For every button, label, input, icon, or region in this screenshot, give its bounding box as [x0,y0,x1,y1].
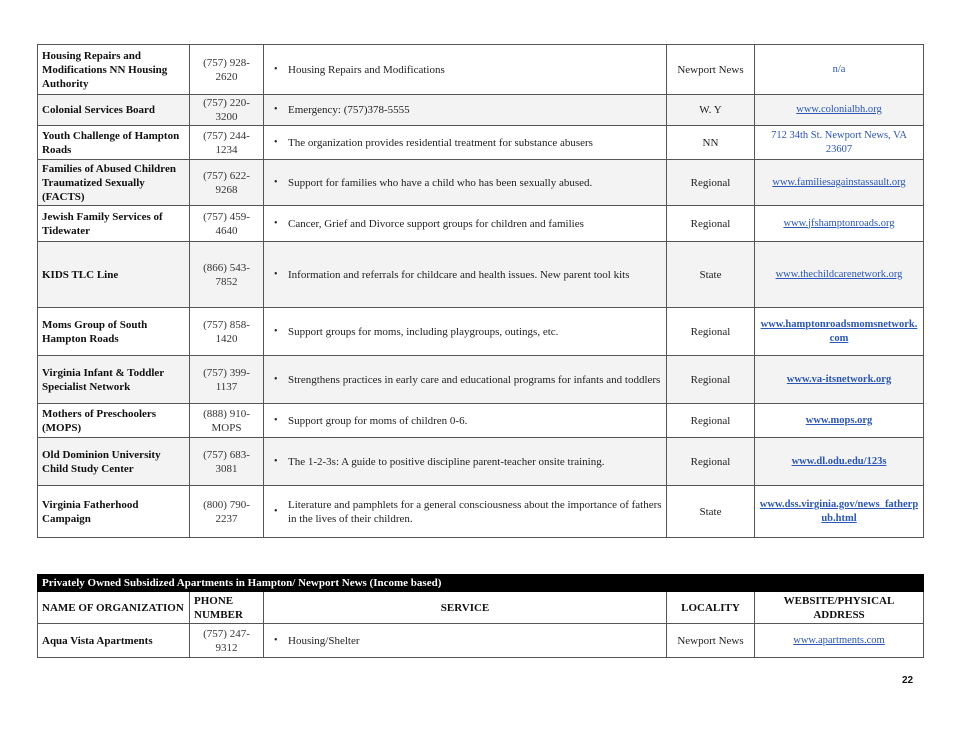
org-name: Virginia Infant & Toddler Specialist Network [38,356,190,404]
table-header-row [38,592,924,624]
locality: Newport News [667,45,755,95]
bullet-icon: • [274,136,278,148]
service-description [264,356,667,404]
service-text: The organization provides residential treatment for substance abusers [288,136,593,149]
table-row [38,356,924,404]
org-name: Old Dominion University Child Study Center [38,438,190,486]
phone-number: (757) 244-1234 [190,126,264,160]
bullet-icon: • [274,104,278,115]
phone-number: (757) 683-3081 [190,438,264,486]
locality: Newport News [667,624,755,658]
service-text: Information and referrals for childcare and health issues. New parent tool kits [288,268,630,281]
phone-number: (757) 247-9312 [190,624,264,658]
section-banner [38,575,924,592]
locality: W. Y [667,95,755,126]
locality: Regional [667,356,755,404]
phone-number: (757) 459-4640 [190,206,264,242]
website-link[interactable]: www.familiesagainstassault.org [755,160,924,206]
table-row [38,126,924,160]
locality: Regional [667,160,755,206]
locality: Regional [667,404,755,438]
website-link[interactable]: www.dss.virginia.gov/news_fatherpub.html [755,486,924,538]
phone-number: (888) 910-MOPS [190,404,264,438]
org-name: Mothers of Preschoolers (MOPS) [38,404,190,438]
service-description [264,206,667,242]
service-text: The 1-2-3s: A guide to positive discipline parent-teacher onsite training. [288,455,605,468]
locality: State [667,242,755,308]
phone-number: (757) 858-1420 [190,308,264,356]
org-name: Colonial Services Board [38,95,190,126]
table-row [38,242,924,308]
bullet-icon: • [274,455,278,467]
subsidized-apartments-table [37,574,924,658]
service-description [264,45,667,95]
website: n/a [755,45,924,95]
phone-number: (757) 399-1137 [190,356,264,404]
service-description [264,126,667,160]
service-text: Cancer, Grief and Divorce support groups for children and families [288,217,584,230]
locality: Regional [667,438,755,486]
table-row [38,624,924,658]
table-row [38,45,924,95]
bullet-icon: • [274,505,278,517]
service-text: Support group for moms of children 0-6. [288,414,468,427]
service-text: Strengthens practices in early care and educational programs for infants and toddlers [288,373,661,386]
website-link[interactable]: www.colonialbh.org [755,95,924,126]
service-description [264,624,667,658]
website-link[interactable]: www.hamptonroadsmomsnetwork.com [755,308,924,356]
resource-table [37,44,924,538]
service-description [264,308,667,356]
service-description [264,404,667,438]
header-service: SERVICE [264,592,667,624]
bullet-icon: • [274,634,278,646]
service-text: Support for families who have a child who has been sexually abused. [288,176,593,189]
locality: State [667,486,755,538]
locality: Regional [667,308,755,356]
bullet-icon: • [274,217,278,229]
table-row [38,95,924,126]
table-row [38,404,924,438]
table-row [38,438,924,486]
header-locality: LOCALITY [667,592,755,624]
service-text: Literature and pamphlets for a general consciousness about the importance of fathers in the lives of their children. [288,498,662,525]
bullet-icon: • [274,63,278,75]
org-name: Virginia Fatherhood Campaign [38,486,190,538]
bullet-icon: • [274,325,278,337]
phone-number: (800) 790-2237 [190,486,264,538]
website-link[interactable]: www.dl.odu.edu/123s [755,438,924,486]
service-text: Emergency: (757)378-5555 [288,104,410,116]
table-row [38,206,924,242]
physical-address: 712 34th St. Newport News, VA 23607 [755,126,924,160]
phone-number: (757) 220-3200 [190,95,264,126]
phone-number: (757) 928-2620 [190,45,264,95]
header-website: WEBSITE/PHYSICAL ADDRESS [755,592,924,624]
locality: Regional [667,206,755,242]
header-name: NAME OF ORGANIZATION [38,592,190,624]
service-text: Housing Repairs and Modifications [288,63,445,76]
website-link[interactable]: www.mops.org [755,404,924,438]
table-row [38,160,924,206]
table-row [38,486,924,538]
service-description [264,160,667,206]
table-row [38,308,924,356]
section-title: Privately Owned Subsidized Apartments in Hampton/ Newport News (Income based) [38,575,924,592]
bullet-icon: • [274,176,278,188]
page-number: 22 [902,675,914,686]
service-description [264,242,667,308]
website-link[interactable]: www.jfshamptonroads.org [755,206,924,242]
phone-number: (757) 622-9268 [190,160,264,206]
service-text: Support groups for moms, including playgroups, outings, etc. [288,325,559,338]
service-description [264,486,667,538]
header-phone: PHONE NUMBER [190,592,264,624]
phone-number: (866) 543-7852 [190,242,264,308]
org-name: Housing Repairs and Modifications NN Housing Authority [38,45,190,95]
org-name: Families of Abused Children Traumatized Sexually (FACTS) [38,160,190,206]
org-name: Youth Challenge of Hampton Roads [38,126,190,160]
org-name: KIDS TLC Line [38,242,190,308]
org-name: Aqua Vista Apartments [38,624,190,658]
bullet-icon: • [274,373,278,385]
service-text: Housing/Shelter [288,634,360,647]
website-link[interactable]: www.apartments.com [755,624,924,658]
website-link[interactable]: www.thechildcarenetwork.org [755,242,924,308]
org-name: Jewish Family Services of Tidewater [38,206,190,242]
bullet-icon: • [274,268,278,280]
service-description [264,438,667,486]
website-link[interactable]: www.va-itsnetwork.org [755,356,924,404]
org-name: Moms Group of South Hampton Roads [38,308,190,356]
bullet-icon: • [274,414,278,426]
locality: NN [667,126,755,160]
service-description [264,95,667,126]
